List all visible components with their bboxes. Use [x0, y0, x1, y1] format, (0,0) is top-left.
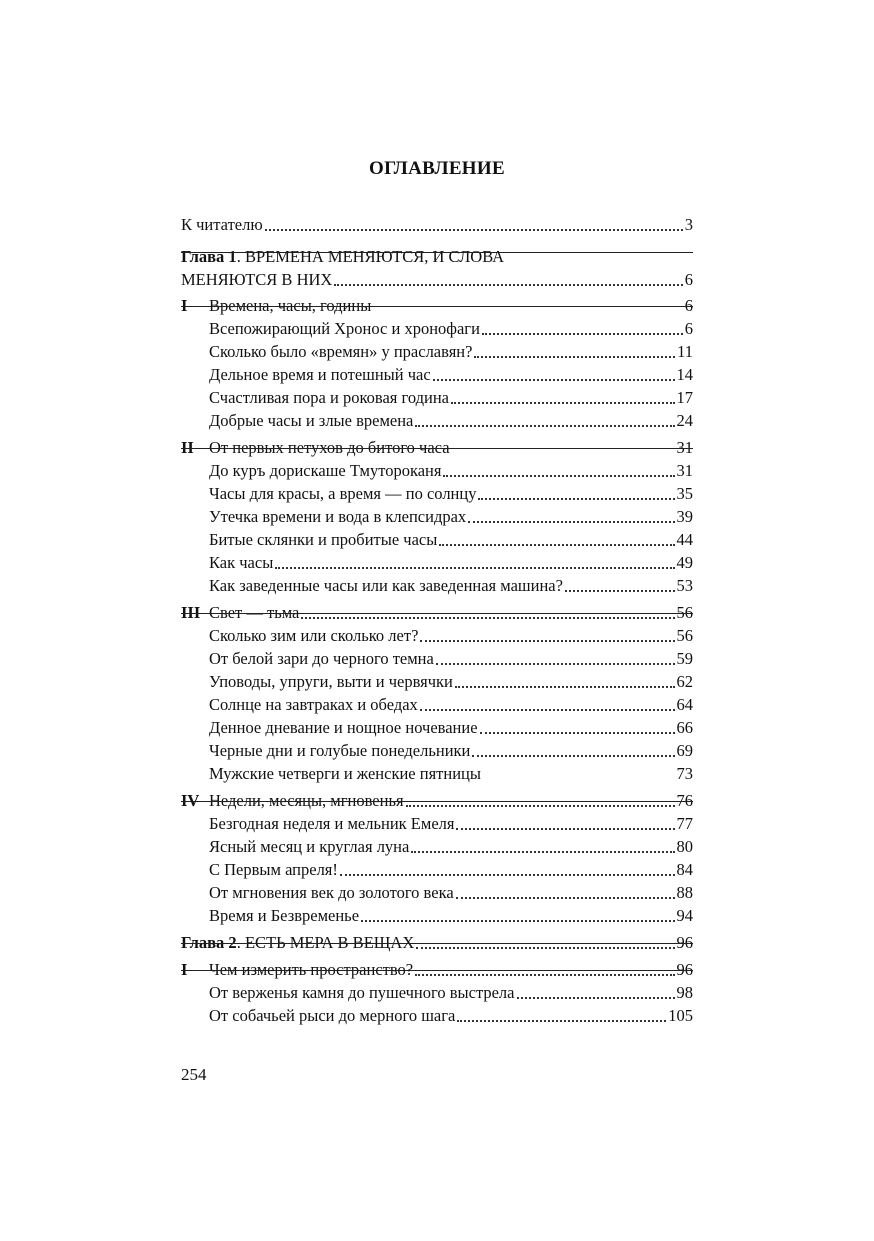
toc-chapter-prefix: Глава 2	[181, 933, 237, 952]
toc-chapter-prefix: Глава 1	[181, 247, 237, 266]
toc-entry[interactable]	[181, 212, 693, 235]
toc-page-number: 11	[677, 342, 693, 361]
toc-entry-title: Счастливая пора и роковая година	[209, 388, 449, 407]
toc-entry-text	[209, 388, 449, 408]
toc-entry[interactable]	[181, 903, 693, 926]
toc-page-number: 35	[676, 484, 693, 503]
toc-page-number: 6	[684, 270, 693, 289]
dot-leader	[334, 264, 682, 286]
toc-entry-title: Утечка времени и вода в клепсидрах	[209, 507, 467, 526]
dot-leader	[436, 643, 675, 665]
toc-page-number: 6	[684, 296, 693, 315]
toc-page-number: 14	[676, 365, 693, 384]
dot-leader	[415, 954, 674, 976]
dot-leader	[301, 597, 674, 619]
dot-leader	[456, 808, 674, 830]
dot-leader	[451, 382, 675, 404]
dot-leader	[468, 501, 674, 523]
dot-leader	[433, 359, 675, 381]
toc-entry-title: Дельное время и потешный час	[209, 365, 431, 384]
toc-page-number: 88	[676, 883, 693, 902]
toc-entry-title: Время и Безвременье	[209, 906, 360, 925]
toc-entry-text	[181, 215, 263, 235]
toc-page-number: 31	[676, 461, 693, 480]
toc-entry-text	[209, 672, 453, 692]
dot-leader	[517, 977, 675, 999]
toc-entry-title: Безгодная неделя и мельник Емеля	[209, 814, 455, 833]
dot-leader	[482, 313, 683, 335]
dot-leader	[275, 547, 674, 569]
toc-entry-title: От мгновения век до золотого века	[209, 883, 454, 902]
section-divider	[181, 970, 693, 971]
toc-entry-text	[209, 411, 413, 431]
toc-entry[interactable]	[181, 930, 693, 953]
dot-leader	[439, 524, 674, 546]
section-divider	[181, 252, 693, 253]
toc-entry-title: Как часы	[209, 553, 274, 572]
toc-entry[interactable]	[181, 573, 693, 596]
section-divider	[181, 613, 693, 614]
dot-leader	[265, 209, 683, 231]
dot-leader	[457, 1000, 666, 1022]
toc-entry-title: Сколько зим или сколько лет?	[209, 626, 419, 645]
toc-entry-title: Чем измерить пространство?	[209, 960, 414, 979]
dot-leader	[474, 336, 675, 358]
dot-leader	[443, 455, 674, 477]
toc-entry-text	[209, 906, 359, 926]
toc-entry-title: Добрые часы и злые времена	[209, 411, 414, 430]
toc-page-number: 96	[676, 933, 693, 952]
toc-page-number: 44	[676, 530, 693, 549]
toc-section-numeral: I	[181, 960, 188, 979]
toc-entry-title: Времена, часы, годины	[209, 296, 372, 315]
dot-leader	[415, 405, 674, 427]
toc-entry-title: Уповоды, упруги, выти и червячки	[209, 672, 453, 691]
toc-entry-title: Битые склянки и пробитые часы	[209, 530, 438, 549]
toc-entry-title: . ВРЕМЕНА МЕНЯЮТСЯ, И СЛОВА	[236, 247, 505, 266]
section-divider	[181, 801, 693, 802]
toc-section-numeral: I	[181, 296, 188, 315]
dot-leader	[420, 620, 674, 642]
toc-entry-text	[209, 741, 470, 761]
toc-section-numeral: III	[181, 603, 201, 622]
toc-entry-title: От белой зари до черного темна	[209, 649, 434, 668]
page-number: 254	[181, 1065, 207, 1084]
toc-entry-title: Денное дневание и нощное ночевание	[209, 718, 478, 737]
toc-entry-title: МЕНЯЮТСЯ В НИХ	[181, 270, 333, 289]
dot-leader	[406, 785, 675, 807]
toc-entry-text	[209, 764, 481, 784]
toc-page-number: 76	[676, 791, 693, 810]
toc-entry-text	[209, 649, 434, 669]
dot-leader	[361, 900, 674, 922]
toc-page-number: 64	[676, 695, 693, 714]
toc-page-number: 80	[676, 837, 693, 856]
toc-entry-text	[209, 484, 476, 504]
toc-entry-text	[209, 695, 418, 715]
toc-entry-title: Недели, месяцы, мгновенья	[209, 791, 404, 810]
toc-entry-text	[209, 626, 418, 646]
toc-entry-text	[209, 507, 466, 527]
toc-entry-title: Черные дни и голубые понедельники	[209, 741, 471, 760]
toc-page-number: 39	[676, 507, 693, 526]
dot-leader	[411, 831, 674, 853]
dot-leader	[478, 478, 674, 500]
toc-entry-text	[209, 1006, 455, 1026]
toc-entry-text	[181, 270, 332, 290]
toc-page-number: 96	[676, 960, 693, 979]
toc-page-number: 84	[676, 860, 693, 879]
toc-entry-title: Солнце на завтраках и обедах	[209, 695, 418, 714]
toc-entry[interactable]	[181, 738, 693, 761]
toc-entry-title: Свет — тьма	[209, 603, 300, 622]
page-title: ОГЛАВЛЕНИЕ	[369, 158, 505, 179]
toc-page-number: 24	[676, 411, 693, 430]
toc-entry-title: От собачьей рыси до мерного шага	[209, 1006, 456, 1025]
toc-page-number: 56	[676, 626, 693, 645]
toc-entry[interactable]	[181, 1003, 693, 1026]
toc-page-number: 62	[676, 672, 693, 691]
dot-leader	[480, 712, 675, 734]
toc-entry-title: От верженья камня до пушечного выстрела	[209, 983, 515, 1002]
toc-page-number: 105	[668, 1006, 693, 1025]
toc-entry-title: Всепожирающий Хронос и хронофаги	[209, 319, 480, 338]
toc-entry-text	[209, 576, 563, 596]
toc-entry[interactable]	[181, 408, 693, 431]
dot-leader	[456, 877, 675, 899]
toc-entry-text	[209, 860, 338, 880]
toc-page-number: 17	[676, 388, 693, 407]
dot-leader	[340, 854, 675, 876]
toc-page-number: 59	[676, 649, 693, 668]
toc-entry-text	[209, 461, 441, 481]
toc-page-number: 73	[676, 764, 693, 783]
toc-entry-text	[209, 319, 480, 339]
dot-leader	[472, 735, 674, 757]
toc-entry-title: Мужские четверги и женские пятницы	[209, 764, 481, 783]
toc-entry-text	[209, 553, 273, 573]
toc-section-numeral: II	[181, 438, 194, 457]
toc-page-number: 49	[676, 553, 693, 572]
section-divider	[181, 448, 693, 449]
dot-leader	[455, 666, 675, 688]
toc-entry[interactable]	[181, 761, 693, 784]
toc-entry-title: Как заведенные часы или как заведенная машина?	[209, 576, 563, 595]
toc-page-number: 56	[676, 603, 693, 622]
toc-entry-text	[209, 718, 478, 738]
toc-entry-title: Часы для красы, а время — по солнцу	[209, 484, 477, 503]
section-divider	[181, 943, 693, 944]
toc-page-number: 3	[684, 215, 693, 234]
toc-entry-text	[209, 365, 431, 385]
toc-section-numeral: IV	[181, 791, 200, 810]
toc-entry-title: Ясный месяц и круглая луна	[209, 837, 410, 856]
dot-leader	[565, 570, 675, 592]
toc-page-number: 77	[676, 814, 693, 833]
toc-entry-title: . ЕСТЬ МЕРА В ВЕЩАХ	[236, 933, 415, 952]
toc-page-number: 6	[684, 319, 693, 338]
dot-leader	[416, 927, 674, 949]
toc-entry-title: Сколько было «времян» у праславян?	[209, 342, 473, 361]
toc-entry-title: К читателю	[181, 215, 263, 234]
toc-page-number: 53	[676, 576, 693, 595]
toc-entry[interactable]	[181, 267, 693, 290]
toc-page-number: 98	[676, 983, 693, 1002]
toc-page-number: 31	[676, 438, 693, 457]
toc-page-number: 66	[676, 718, 693, 737]
toc-page-number: 69	[676, 741, 693, 760]
toc-entry-title: С Первым апреля!	[209, 860, 338, 879]
dot-leader	[420, 689, 675, 711]
toc-entry-title: От первых петухов до битого часа	[209, 438, 450, 457]
toc-entry-title: До куръ дорискаше Тмутороканя	[209, 461, 442, 480]
section-divider	[181, 306, 693, 307]
toc-page-number: 94	[676, 906, 693, 925]
